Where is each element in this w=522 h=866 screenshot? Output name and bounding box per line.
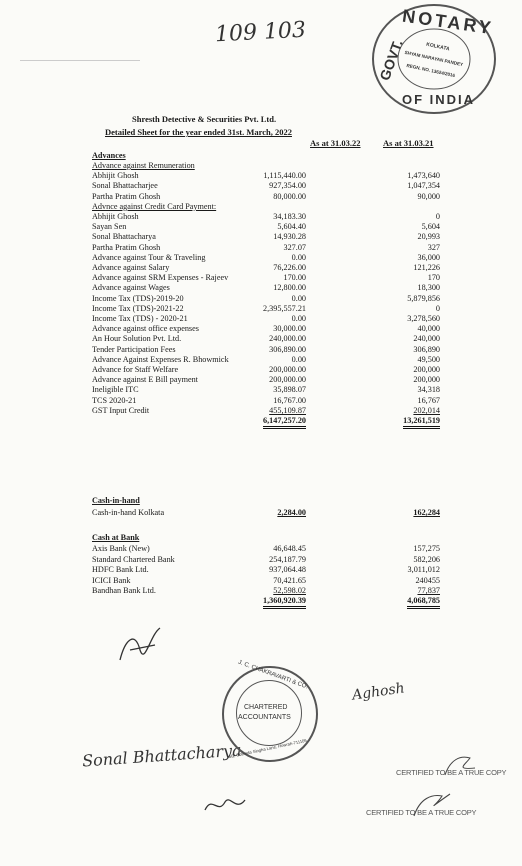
row-label: Advance against Remuneration <box>92 161 195 170</box>
cash-heading: Cash-in-hand <box>92 496 140 505</box>
table-row <box>92 181 452 191</box>
table-row <box>92 253 452 263</box>
row-label: Income Tax (TDS)-2021-22 <box>92 303 184 313</box>
row-value-col1: 14,930.28 <box>273 232 306 242</box>
signature-scribble-bottom <box>200 790 250 820</box>
notary-inner-2: SHYAM NARAYAN PANDEY <box>404 49 464 68</box>
table-row <box>92 375 452 385</box>
row-value-col1: 306,890.00 <box>269 344 306 354</box>
row-value-col2: 327 <box>427 242 440 252</box>
row-label: Abhijit Ghosh <box>92 171 139 181</box>
table-row <box>92 273 452 283</box>
table-row <box>92 283 452 293</box>
row-value-col2: 40,000 <box>417 324 440 334</box>
row-value-col2: 18,300 <box>417 283 440 293</box>
cash-row <box>92 508 452 518</box>
row-value-col1: 5,604.40 <box>277 222 306 232</box>
row-value-col1: 76,226.00 <box>273 263 306 272</box>
row-value-col2: 3,278,560 <box>407 314 440 323</box>
row-value-col1: 35,898.07 <box>273 385 306 395</box>
row-value-col2: 36,000 <box>417 252 440 262</box>
row-value-col2: 3,011,012 <box>407 565 440 574</box>
row-value-col2: 20,993 <box>417 232 440 242</box>
row-value-col2: 5,879,856 <box>407 293 440 303</box>
certified-signature-1 <box>440 750 480 780</box>
cash-col1: 2,284.00 <box>277 508 306 517</box>
row-value-col2: 0 <box>435 303 440 313</box>
row-label: Tender Participation Fees <box>92 344 176 354</box>
ca-stamp-ring-text: J. C. CHAKRAVARTI & CO. <box>237 659 309 691</box>
row-label: Advnce against Credit Card Payment: <box>92 201 217 211</box>
row-label: Advance against SRM Expenses - Rajeev <box>92 273 229 283</box>
row-value-col1: 240,000.00 <box>269 334 306 344</box>
row-label: ICICI Bank <box>92 575 131 585</box>
table-row <box>92 171 452 181</box>
row-value-col2: 77,837 <box>417 586 440 595</box>
row-label: Advance for Staff Welfare <box>92 365 179 374</box>
row-value-col1: 70,421.65 <box>273 575 306 585</box>
advances-heading-row <box>92 151 452 161</box>
ca-stamp-center-1: CHARTERED <box>244 704 288 711</box>
table-row <box>92 222 452 232</box>
row-value-col1: 1,115,440.00 <box>263 171 306 181</box>
row-label: Advance against E Bill payment <box>92 375 198 385</box>
row-value-col2: 202,014 <box>413 405 440 415</box>
row-value-col2: 34,318 <box>417 385 440 395</box>
row-value-col2: 200,000 <box>413 375 440 385</box>
row-value-col2: 0 <box>435 212 440 221</box>
row-label: HDFC Bank Ltd. <box>92 565 149 574</box>
table-row <box>92 576 452 586</box>
row-value-col1: 0.00 <box>291 354 306 364</box>
row-value-col1: 12,800.00 <box>273 283 306 293</box>
table-row <box>92 345 452 355</box>
row-label: Sonal Bhattacharjee <box>92 181 158 191</box>
table-row <box>92 314 452 324</box>
cash-heading-row <box>92 496 452 506</box>
row-value-col2: 1,047,354 <box>407 181 440 191</box>
table-row <box>92 161 452 171</box>
signature-ghosh: Aghosh <box>351 680 406 704</box>
table-row <box>92 232 452 242</box>
row-label: Bandhan Bank Ltd. <box>92 586 156 595</box>
page-number-handwritten: 109 103 <box>214 17 307 48</box>
table-row <box>92 385 452 395</box>
row-label: Advance Against Expenses R. Bhowmick <box>92 354 229 364</box>
table-row <box>92 263 452 273</box>
row-value-col2: 582,206 <box>413 554 440 564</box>
row-value-col1: 200,000.00 <box>269 375 306 385</box>
certified-copy-1: CERTIFIED TO BE A TRUE COPY <box>396 768 507 777</box>
row-value-col1: 170.00 <box>283 273 306 283</box>
row-value-col2: 157,275 <box>413 544 440 553</box>
table-row <box>92 304 452 314</box>
notary-inner-1: KOLKATA <box>425 41 451 53</box>
row-value-col2: 306,890 <box>413 344 440 354</box>
row-value-col1: 200,000.00 <box>269 365 306 374</box>
row-label: TCS 2020-21 <box>92 395 137 405</box>
row-value-col1: 2,395,557.21 <box>263 303 306 313</box>
row-value-col2: 170 <box>427 273 440 283</box>
row-label: Ineligible ITC <box>92 385 139 395</box>
bank-total-row <box>92 596 452 606</box>
table-row <box>92 294 452 304</box>
row-label: GST Input Credit <box>92 405 150 415</box>
cash-label: Cash-in-hand Kolkata <box>92 508 165 517</box>
col2-header: As at 31.03.21 <box>383 138 434 148</box>
row-value-col1: 46,648.45 <box>273 544 306 553</box>
table-row <box>92 212 452 222</box>
bank-total-col2: 4,068,785 <box>407 596 440 609</box>
row-label: An Hour Solution Pvt. Ltd. <box>92 334 182 344</box>
table-row <box>92 202 452 212</box>
certified-signature-2 <box>410 790 454 820</box>
row-label: Income Tax (TDS)-2019-20 <box>92 293 184 303</box>
row-label: Partha Pratim Ghosh <box>92 191 161 201</box>
notary-bottom-text: OF INDIA <box>402 92 476 107</box>
row-label: Axis Bank (New) <box>92 544 150 553</box>
row-value-col1: 327.07 <box>283 242 306 252</box>
row-value-col2: 240,000 <box>413 334 440 344</box>
table-row <box>92 192 452 202</box>
signature-sonal: Sonal Bhattacharya <box>81 740 243 771</box>
row-value-col1: 254,187.79 <box>269 554 306 564</box>
row-value-col1: 52,598.02 <box>273 586 306 595</box>
row-label: Advance against Tour & Traveling <box>92 252 206 262</box>
row-value-col1: 16,767.00 <box>273 395 306 405</box>
row-label: Standard Chartered Bank <box>92 554 175 564</box>
row-value-col1: 0.00 <box>291 293 306 303</box>
row-value-col1: 927,354.00 <box>269 181 306 191</box>
row-value-col2: 5,604 <box>421 222 440 232</box>
cash-col2: 162,284 <box>413 508 440 517</box>
table-row <box>92 586 452 596</box>
advances-total-col2: 13,261,519 <box>403 416 440 429</box>
row-value-col1: 30,000.00 <box>273 324 306 334</box>
signature-scribble-top <box>110 620 170 670</box>
row-label: Income Tax (TDS) - 2020-21 <box>92 314 188 323</box>
row-value-col1: 0.00 <box>291 314 306 323</box>
table-row <box>92 396 452 406</box>
ca-stamp <box>222 659 318 762</box>
sheet-title: Detailed Sheet for the year ended 31st. March, 2022 <box>105 127 292 137</box>
row-value-col2: 90,000 <box>417 191 440 201</box>
bank-total-col1: 1,360,920.39 <box>263 596 306 609</box>
ca-stamp-inner-ring <box>236 680 302 746</box>
row-label: Sonal Bhattacharya <box>92 232 156 242</box>
row-value-col2: 121,226 <box>413 263 440 272</box>
row-label: Sayan Sen <box>92 222 127 232</box>
row-value-col2: 200,000 <box>413 365 440 374</box>
row-value-col1: 0.00 <box>291 252 306 262</box>
row-value-col1: 455,109.87 <box>269 405 306 415</box>
notary-left-text: GOVT. <box>376 37 406 83</box>
table-row <box>92 406 452 416</box>
ca-stamp-center-2: ACCOUNTANTS <box>238 714 291 721</box>
company-name: Shresth Detective & Securities Pvt. Ltd. <box>132 114 277 124</box>
row-value-col2: 240455 <box>415 575 440 585</box>
row-value-col1: 937,064.48 <box>269 565 306 574</box>
row-label: Partha Pratim Ghosh <box>92 242 161 252</box>
table-row <box>92 555 452 565</box>
table-row <box>92 334 452 344</box>
row-label: Advance against Salary <box>92 263 170 272</box>
bank-heading: Cash at Bank <box>92 533 140 542</box>
table-row <box>92 324 452 334</box>
table-row <box>92 365 452 375</box>
col1-header: As at 31.03.22 <box>310 138 361 148</box>
table-row <box>92 565 452 575</box>
row-value-col2: 16,767 <box>417 395 440 405</box>
table-row <box>92 243 452 253</box>
advances-total-col1: 6,147,257.20 <box>263 416 306 429</box>
table-row <box>92 544 452 554</box>
faint-line <box>20 60 140 61</box>
row-label: Abhijit Ghosh <box>92 212 139 221</box>
notary-top-text: NOTARY <box>401 5 496 39</box>
row-label: Advance against Wages <box>92 283 170 293</box>
advances-total-row <box>92 416 452 426</box>
notary-inner-3: REGN. NO. 13624/2016 <box>406 62 456 79</box>
bank-heading-row <box>92 533 452 543</box>
row-label: Advance against office expenses <box>92 324 199 334</box>
notary-stamp <box>372 4 496 114</box>
row-value-col1: 80,000.00 <box>273 191 306 201</box>
table-row <box>92 355 452 365</box>
row-value-col2: 1,473,640 <box>407 171 440 181</box>
row-value-col2: 49,500 <box>417 354 440 364</box>
ca-stamp-bottom-text: 6B, Gobinda Singha Lane, Howrah-711105 <box>228 737 308 760</box>
certified-copy-2: CERTIFIED TO BE A TRUE COPY <box>366 808 477 817</box>
row-value-col1: 34,183.30 <box>273 212 306 221</box>
advances-heading: Advances <box>92 151 126 160</box>
